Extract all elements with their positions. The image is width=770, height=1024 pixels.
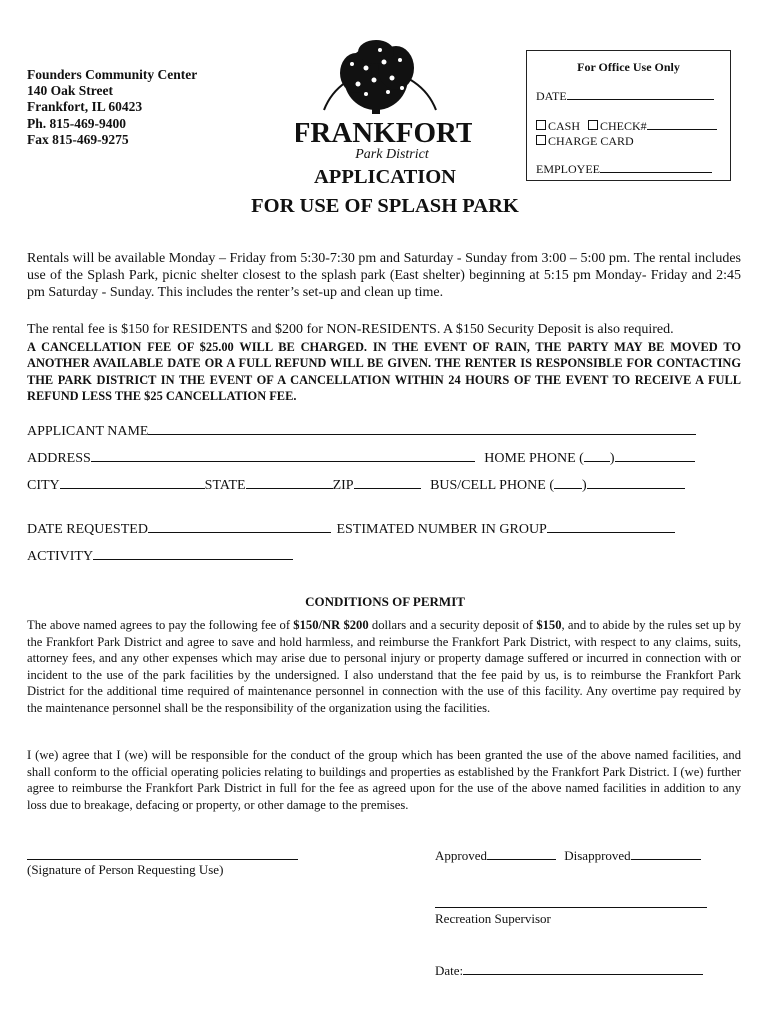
home-phone-paren: ) [609,451,615,466]
check-number-field[interactable] [647,119,717,130]
conditions-text-b: dollars and a security deposit of [368,618,537,632]
state-field[interactable] [246,476,333,489]
conditions-deposit: $150 [536,618,562,632]
city-row [27,476,685,494]
intro-paragraph: Rentals will be available Monday – Friday from 5:30-7:30 pm and Saturday - Sunday from 3:00 – 5:00 pm. The rental includes use of the Splash Park, picnic shelter closest to the splash park (East shelter) beginning at 5:15 pm Monday- Friday and 2:45 pm Saturday - Sunday. This includes the renter’s set-up and clean up time. [27,251,741,300]
date-requested-row [27,520,675,538]
disapproved-label: Disapproved [564,848,631,863]
city-state-zip: Frankfort, IL 60423 [27,99,143,115]
conditions-text-c: , and to abide by the rules set up by the Frankfort Park District and agree to save and hold harmless, and reimburse the Frankfort Park District, with respect to any claims, suits, attorney fees, and any other expenses which may arise due to personal injury or property damage suffered or incurred in connection with or incident to the use of the park facilities by the undersigned. I also understand that the fee paid by us, is to reimburse the Frankfort Park District for the additional time required of maintenance personnel in connection with the use of this facility. Any overtime pay required by the maintenance personnel shall be the responsibility of the organization using the facilities. [27,618,741,715]
office-box-title: For Office Use Only [577,60,680,74]
bus-phone-area-field[interactable] [554,476,582,489]
bus-phone-label: BUS/CELL PHONE ( [430,478,554,493]
activity-row [27,547,293,565]
conditions-text-a: The above named agrees to pay the following fee of [27,618,294,632]
date-row [435,962,703,979]
cancellation-notice: A CANCELLATION FEE OF $25.00 WILL BE CHARGED. IN THE EVENT OF RAIN, THE PARTY MAY BE MOVED TO ANOTHER AVAILABLE DATE OR A FULL REFUND WILL BE GIVEN. THE RENTER IS RESPONSIBLE FOR CONTACTING THE PARK DISTRICT IN THE EVENT OF A CANCELLATION WITHIN 24 HOURS OF THE EVENT TO RECEIVE A FULL REFUND LESS THE $25 CANCELLATION FEE. [27,340,741,403]
conditions-heading: CONDITIONS OF PERMIT [305,594,465,609]
logo-subtitle: Park District [355,147,429,162]
charge-card-label: CHARGE CARD [548,134,634,148]
office-payment-line [536,119,717,134]
check-label: CHECK# [600,119,647,133]
conditions-fee: $150/NR $200 [293,618,369,632]
office-charge-line [536,134,634,149]
logo-wordmark: FRANKFORT [296,117,472,149]
charge-card-checkbox[interactable] [536,135,546,145]
check-checkbox[interactable] [588,120,598,130]
disapproved-field[interactable] [631,847,701,860]
page-title-line2: FOR USE OF SPLASH PARK [251,195,519,217]
employee-label: EMPLOYEE [536,162,600,176]
home-phone-label: HOME PHONE ( [484,451,584,466]
activity-label: ACTIVITY [27,549,94,564]
conditions-paragraph-2: I (we) agree that I (we) will be responsible for the conduct of the group which has been granted the use of the above named facilities, and shall conform to the official operating policies relating to buildings and properties as established by the Frankfort Park District. I (we) further agree to reimburse the Frankfort Park District in full for the fee as agreed upon for the use of the above named facilities in addition to any loss due to breakage, defacing or property, or other damage to the premises. [27,748,741,812]
bus-phone-paren: ) [582,478,587,493]
date-label: Date: [435,963,464,978]
applicant-name-field[interactable] [148,422,696,435]
approved-label: Approved [435,848,487,863]
cash-label: CASH [548,119,581,133]
zip-label: ZIP [332,478,354,493]
address-block [27,67,197,148]
zip-field[interactable] [354,476,421,489]
fax-number: Fax 815-469-9275 [27,131,129,147]
address-row [27,449,695,467]
estimated-number-label: ESTIMATED NUMBER IN GROUP [336,522,547,537]
frankfort-park-district-logo [296,38,472,162]
tree-logo-icon [296,38,472,162]
office-date-label: DATE [536,89,567,103]
office-use-box [526,50,731,181]
bus-phone-field[interactable] [587,476,685,489]
city-label: CITY [27,478,60,493]
approval-row [435,847,701,864]
street-address: 140 Oak Street [27,83,113,99]
approved-field[interactable] [487,847,556,860]
activity-field[interactable] [93,547,293,560]
home-phone-area-field[interactable] [584,449,610,462]
state-label: STATE [204,478,246,493]
phone-number: Ph. 815-469-9400 [27,115,126,131]
city-field[interactable] [60,476,205,489]
supervisor-signature-line[interactable] [435,907,707,908]
signature-line[interactable] [27,859,298,860]
date-requested-label: DATE REQUESTED [27,522,148,537]
office-date-line [536,89,714,104]
estimated-number-field[interactable] [547,520,675,533]
office-date-field[interactable] [567,89,714,100]
conditions-paragraph-1 [27,617,741,716]
home-phone-field[interactable] [615,449,695,462]
fee-paragraph: The rental fee is $150 for RESIDENTS and $200 for NON-RESIDENTS. A $150 Security Deposit is also required. [27,322,674,337]
applicant-name-label: APPLICANT NAME [27,424,149,439]
applicant-name-row [27,422,696,440]
address-label: ADDRESS [27,451,91,466]
cash-checkbox[interactable] [536,120,546,130]
supervisor-label: Recreation Supervisor [435,911,551,926]
page-title-line1: APPLICATION [314,166,456,188]
org-name: Founders Community Center [27,67,198,82]
date-field[interactable] [463,962,703,975]
date-requested-field[interactable] [148,520,331,533]
address-field[interactable] [91,449,475,462]
signature-caption: (Signature of Person Requesting Use) [27,862,224,877]
